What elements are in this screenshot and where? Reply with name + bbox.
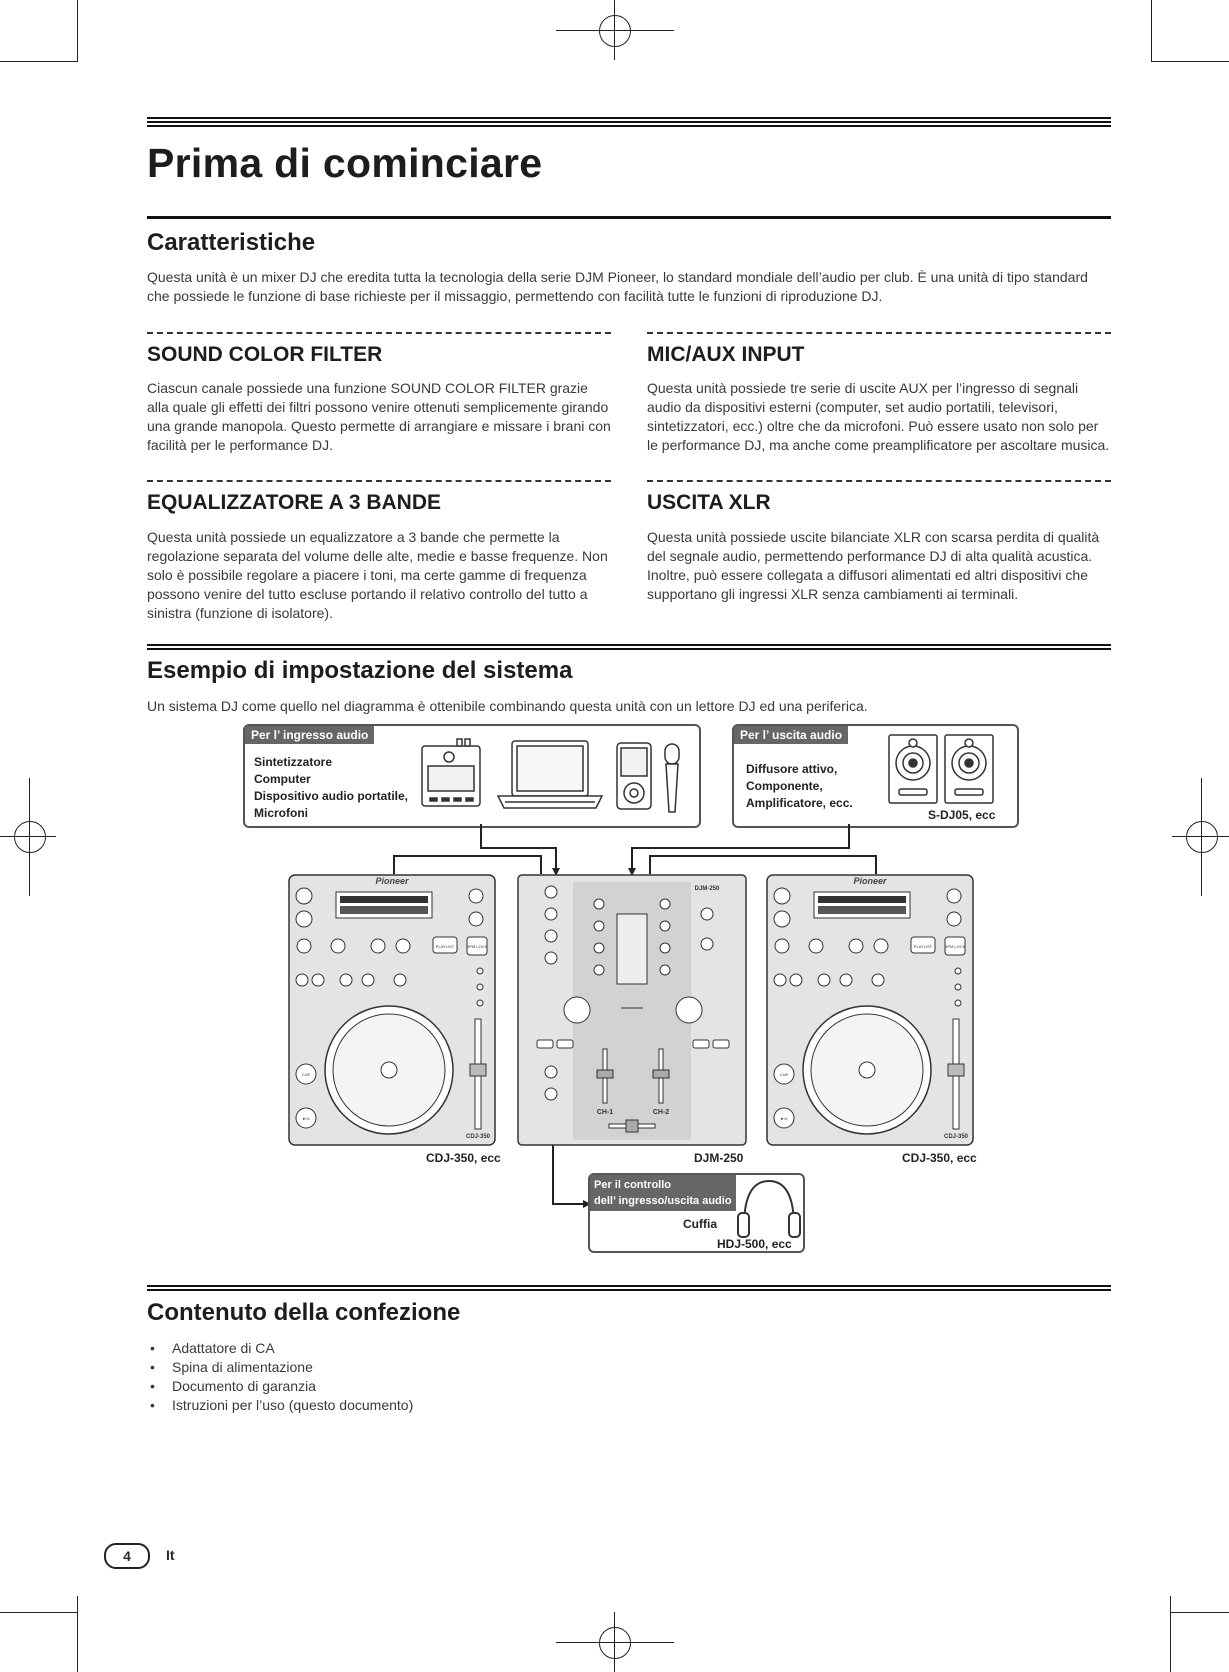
list-item: • Documento di garanzia: [150, 1377, 413, 1396]
cue-button: CUE: [779, 1072, 789, 1077]
list-item: • Spina di alimentazione: [150, 1358, 413, 1377]
list-item: • Adattatore di CA: [150, 1339, 413, 1358]
section-rule: [147, 1285, 1111, 1293]
speaker-model: S-DJ05, ecc: [928, 808, 996, 822]
package-list: [150, 1339, 413, 1415]
feature-title: SOUND COLOR FILTER: [147, 343, 383, 366]
headphones-label: Cuffia: [683, 1217, 717, 1231]
feature-title: USCITA XLR: [647, 491, 771, 514]
right-player-caption: CDJ-350, ecc: [902, 1151, 977, 1165]
language-code: It: [166, 1547, 175, 1563]
mixer-caption: DJM-250: [694, 1151, 744, 1165]
system-heading: Esempio di impostazione del sistema: [147, 657, 573, 684]
audio-output-list: Diffusore attivo, Componente, Amplificatore, ecc.: [746, 762, 853, 810]
system-intro: Un sistema DJ come quello nel diagramma è ottenibile combinando questa unità con un lettore DJ ed una periferica.: [147, 698, 868, 714]
bpm-lock-button: BPM LOCK: [466, 944, 488, 949]
bpm-lock-button: BPM LOCK: [944, 944, 966, 949]
features-intro: Questa unità è un mixer DJ che eredita tutta la tecnologia della serie DJM Pioneer, lo standard mondiale dell’audio per club. È una unità di tipo standard che possiede le funzione di base richieste per il missaggio, permettendo con facilità tutte le funzioni di riproduzione DJ.: [147, 269, 1088, 304]
audio-output-tab: Per l’ uscita audio: [734, 726, 848, 744]
feature-text: Questa unità possiede tre serie di uscite AUX per l’ingresso di segnali audio da dispositivi esterni (computer, set audio portatili, televisori, sintetizzatori, ecc.) oltre che da microfoni. Può essere usato non solo per le performance DJ, ma anche come preamplificatore per ascoltare musica.: [647, 380, 1110, 453]
feature-text: Ciascun canale possiede una funzione SOUND COLOR FILTER grazie alla quale gli effetti dei filtri possono venire ottenuti semplicemente girando una grande manopola. Questo permette di arrangiare e missare i brani con facilità per le performance DJ.: [147, 380, 611, 453]
play-button: ►/II: [302, 1116, 310, 1121]
play-button: ►/II: [780, 1116, 788, 1121]
headphones-model: HDJ-500, ecc: [717, 1237, 792, 1251]
feature-title: MIC/AUX INPUT: [647, 343, 805, 366]
mixer-model-label: DJM-250: [694, 886, 720, 892]
package-heading: Contenuto della confezione: [147, 1299, 461, 1326]
feature-text: Questa unità possiede uscite bilanciate XLR con scarsa perdita di qualità del segnale audio, permettendo performance DJ di alta qualità acustica. Inoltre, può essere collegata a diffusori alimentati ed altri dispositivi che supportano gli ingressi XLR senza cambiamenti ai terminali.: [647, 529, 1100, 602]
headphones-icon: [738, 1181, 800, 1237]
cue-button: CUE: [301, 1072, 311, 1077]
list-item: • Istruzioni per l’uso (questo documento): [150, 1396, 413, 1415]
page-number: 4: [104, 1543, 150, 1569]
audio-input-list: Sintetizzatore Computer Dispositivo audio portatile, Microfoni: [254, 755, 409, 820]
left-player-caption: CDJ-350, ecc: [426, 1151, 501, 1165]
page-title: Prima di cominciare: [147, 140, 543, 186]
feature-text: Questa unità possiede un equalizzatore a 3 bande che permette la regolazione separata del volume delle alte, medie e basse frequenze. Non solo è possibile regolare a piacere i toni, ma certe gamme di frequenza possono venire del tutto escluse portando il relativo controllo del tutto a sinistra (funzione di isolatore).: [147, 529, 608, 621]
headphones-tab: Per il controllo dell’ ingresso/uscita audio: [590, 1175, 736, 1211]
brand-logo: Pioneer: [853, 876, 887, 886]
features-heading: Caratteristiche: [147, 229, 316, 256]
brand-logo: Pioneer: [375, 876, 409, 886]
cdj-model-label: CDJ-350: [943, 1134, 969, 1140]
ch1-label: CH-1: [596, 1109, 614, 1116]
ch2-label: CH-2: [652, 1109, 670, 1116]
cdj-model-label: CDJ-350: [465, 1134, 491, 1140]
audio-input-tab: Per l’ ingresso audio: [245, 726, 374, 744]
feature-title: EQUALIZZATORE A 3 BANDE: [147, 491, 442, 514]
playlist-button: PLAYLIST: [913, 944, 933, 949]
playlist-button: PLAYLIST: [435, 944, 455, 949]
